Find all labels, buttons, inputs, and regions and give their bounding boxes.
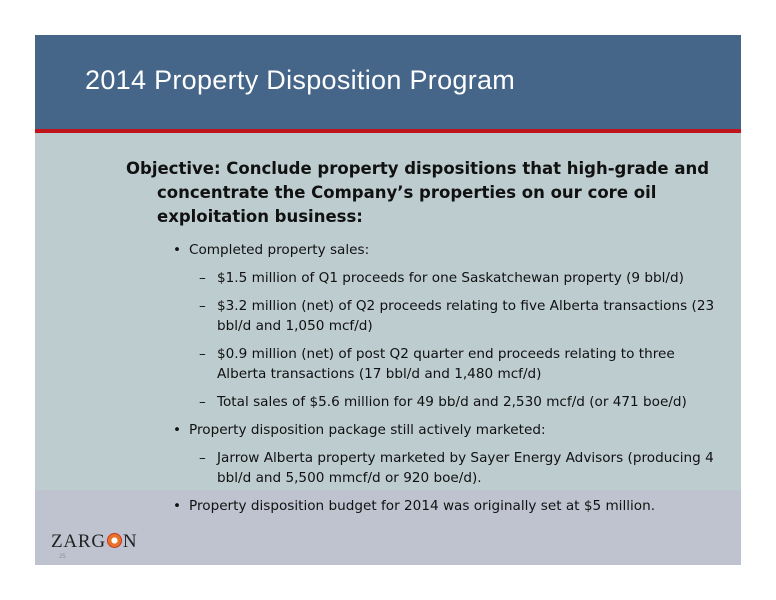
sub-bullet-dash: –	[199, 394, 206, 410]
bullet-text: Completed property sales:	[189, 242, 370, 258]
bullet-dot: •	[173, 422, 182, 438]
logo-text-end: N	[122, 531, 138, 552]
logo-text-start: ZARG	[51, 531, 106, 552]
bullet-item	[126, 496, 716, 516]
bullet-list	[126, 420, 716, 440]
sub-bullet-text: $1.5 million of Q1 proceeds for one Saskatchewan property (9 bbl/d)	[217, 270, 684, 286]
sub-list	[126, 268, 716, 412]
sub-bullet-text: Jarrow Alberta property marketed by Sayer Energy Advisors (producing 4 bbl/d and 5,500 mmcf/d or 920 boe/d).	[217, 450, 714, 486]
slide	[35, 35, 741, 565]
bullet-item	[126, 420, 716, 440]
sub-bullet-dash: –	[199, 450, 206, 466]
slide-header	[35, 35, 741, 129]
bullet-text: Property disposition package still actively marketed:	[189, 422, 546, 438]
page-number: 25	[59, 554, 66, 560]
sub-bullet-text: $0.9 million (net) of post Q2 quarter end proceeds relating to three Alberta transactions (17 bbl/d and 1,480 mcf/d)	[217, 346, 675, 382]
slide-title: 2014 Property Disposition Program	[85, 65, 516, 95]
bullet-text: Property disposition budget for 2014 was originally set at $5 million.	[189, 498, 656, 514]
sub-bullet-item	[126, 268, 716, 288]
slide-content	[126, 157, 716, 524]
bullet-dot: •	[173, 498, 182, 514]
header-divider	[35, 129, 741, 133]
objective-text: Objective: Conclude property dispositions that high-grade and concentrate the Company’s properties on our core oil exploitation business:	[126, 159, 710, 226]
sub-bullet-text: $3.2 million (net) of Q2 proceeds relating to five Alberta transactions (23 bbl/d and 1,050 mcf/d)	[217, 298, 715, 334]
sub-list	[126, 448, 716, 488]
sub-bullet-dash: –	[199, 298, 206, 314]
sub-bullet-item	[126, 448, 716, 488]
sub-bullet-item	[126, 344, 716, 384]
sub-bullet-item	[126, 392, 716, 412]
bullet-list	[126, 240, 716, 260]
sub-bullet-item	[126, 296, 716, 336]
sub-bullet-dash: –	[199, 270, 206, 286]
sub-bullet-dash: –	[199, 346, 206, 362]
bullet-item	[126, 240, 716, 260]
logo-sun-icon	[107, 533, 122, 548]
sub-bullet-text: Total sales of $5.6 million for 49 bb/d and 2,530 mcf/d (or 471 boe/d)	[217, 394, 687, 410]
bullet-list	[126, 496, 716, 516]
bullet-dot: •	[173, 242, 182, 258]
zargon-logo	[51, 531, 137, 553]
